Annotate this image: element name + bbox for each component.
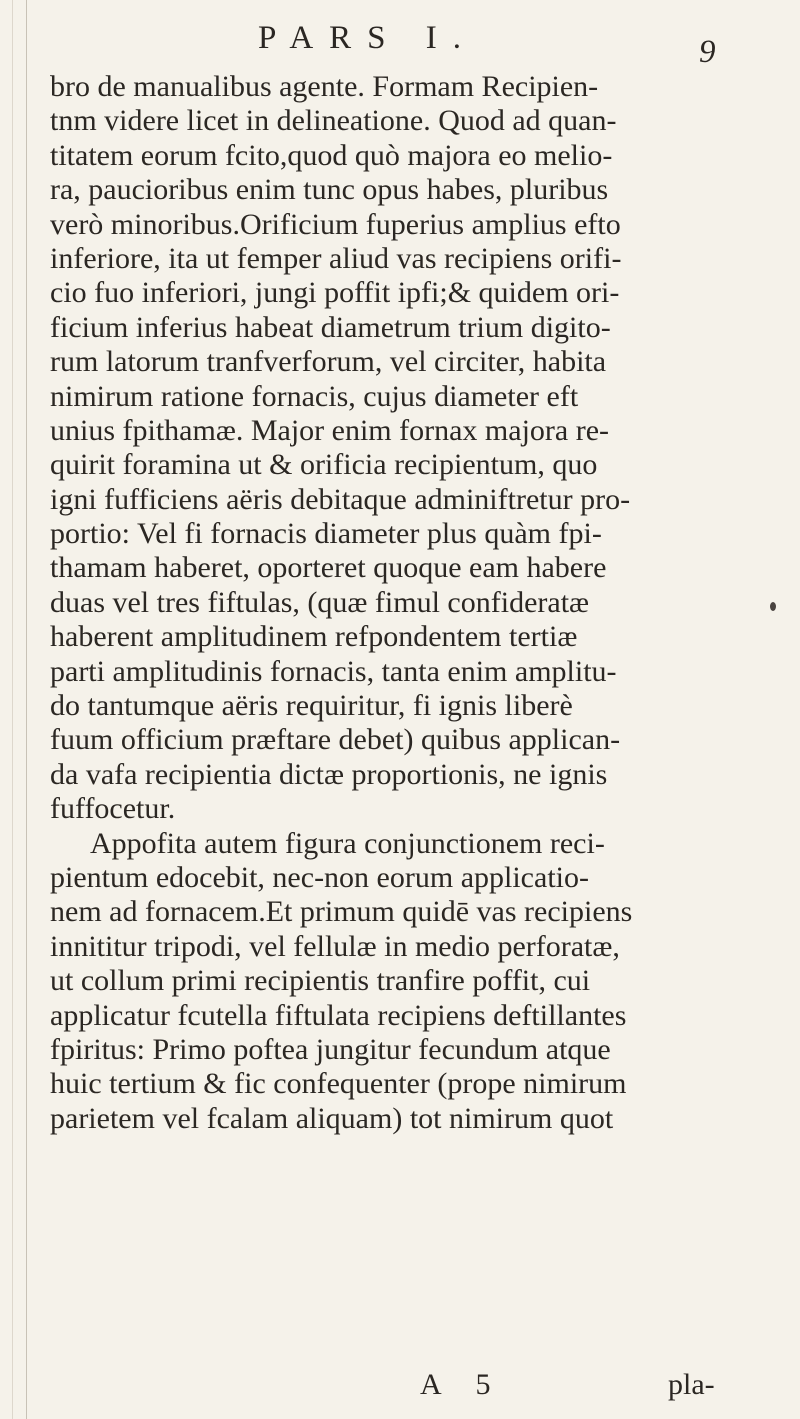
text-line: haberent amplitudinem refpondentem tertiæ bbox=[50, 620, 578, 654]
text-line: cio fuo inferiori, jungi poffit ipfi;& quidem ori- bbox=[50, 276, 620, 310]
text-line: rum latorum tranfverforum, vel circiter, habita bbox=[50, 345, 607, 379]
ink-speck bbox=[770, 602, 776, 611]
text-line: parietem vel fcalam aliquam) tot nimirum quot bbox=[50, 1101, 614, 1135]
text-line: inferiore, ita ut femper aliud vas recipiens orifi- bbox=[50, 241, 622, 275]
text-line: fpiritus: Primo poftea jungitur fecundum atque bbox=[50, 1032, 611, 1066]
text-line: nimirum ratione fornacis, cujus diameter eft bbox=[50, 379, 579, 413]
text-line: thamam haberet, oporteret quoque eam habere bbox=[50, 551, 607, 585]
text-line: fuffocetur. bbox=[50, 792, 176, 826]
text-line: parti amplitudinis fornacis, tanta enim amplitu- bbox=[50, 654, 617, 688]
paragraph-2 bbox=[50, 827, 750, 1137]
body-text bbox=[50, 70, 750, 1136]
text-line: Appofita autem figura conjunctionem reci- bbox=[90, 826, 605, 860]
text-line: quirit foramina ut & orificia recipientum, quo bbox=[50, 448, 598, 482]
text-line: applicatur fcutella fiftulata recipiens deftillantes bbox=[50, 998, 627, 1032]
text-line: do tantumque aëris requiritur, fi ignis liberè bbox=[50, 689, 573, 723]
text-line: ut collum primi recipientis tranfire poffit, cui bbox=[50, 964, 591, 998]
paragraph-1 bbox=[50, 70, 750, 827]
gutter-line bbox=[26, 0, 27, 1419]
text-line: titatem eorum fcito,quod quò majora eo melio- bbox=[50, 138, 613, 172]
page-edge-shadow bbox=[12, 0, 13, 1419]
page-footer bbox=[0, 1368, 800, 1408]
text-line: duas vel tres fiftulas, (quæ fimul confideratæ bbox=[50, 585, 590, 619]
text-line: innititur tripodi, vel fellulæ in medio perforatæ, bbox=[50, 929, 620, 963]
page-number: 9 bbox=[699, 34, 716, 70]
text-line: huic tertium & fic confequenter (prope nimirum bbox=[50, 1067, 627, 1101]
text-line: verò minoribus.Orificium fuperius amplius efto bbox=[50, 207, 621, 241]
text-line: nem ad fornacem.Et primum quidē vas recipiens bbox=[50, 895, 633, 929]
page-header bbox=[0, 16, 800, 70]
text-line: bro de manualibus agente. Formam Recipien- bbox=[50, 70, 599, 103]
text-line: ra, paucioribus enim tunc opus habes, pluribus bbox=[50, 173, 609, 207]
text-line: da vafa recipientia dictæ proportionis, ne ignis bbox=[50, 757, 608, 791]
text-line: tnm videre licet in delineatione. Quod ad quan- bbox=[50, 104, 617, 138]
catchword: pla- bbox=[668, 1368, 715, 1401]
text-line: igni fufficiens aëris debitaque adminiftretur pro- bbox=[50, 482, 631, 516]
running-head: PARS I. bbox=[258, 20, 478, 56]
text-line: ficium inferius habeat diametrum trium digito- bbox=[50, 310, 611, 344]
text-line: pientum edocebit, nec-non eorum applicatio- bbox=[50, 860, 589, 894]
signature-mark: A 5 bbox=[420, 1368, 505, 1401]
text-line: unius fpithamæ. Major enim fornax majora re- bbox=[50, 413, 610, 447]
text-line: fuum officium præftare debet) quibus applican- bbox=[50, 723, 621, 757]
text-line: portio: Vel fi fornacis diameter plus quàm fpi- bbox=[50, 517, 602, 551]
